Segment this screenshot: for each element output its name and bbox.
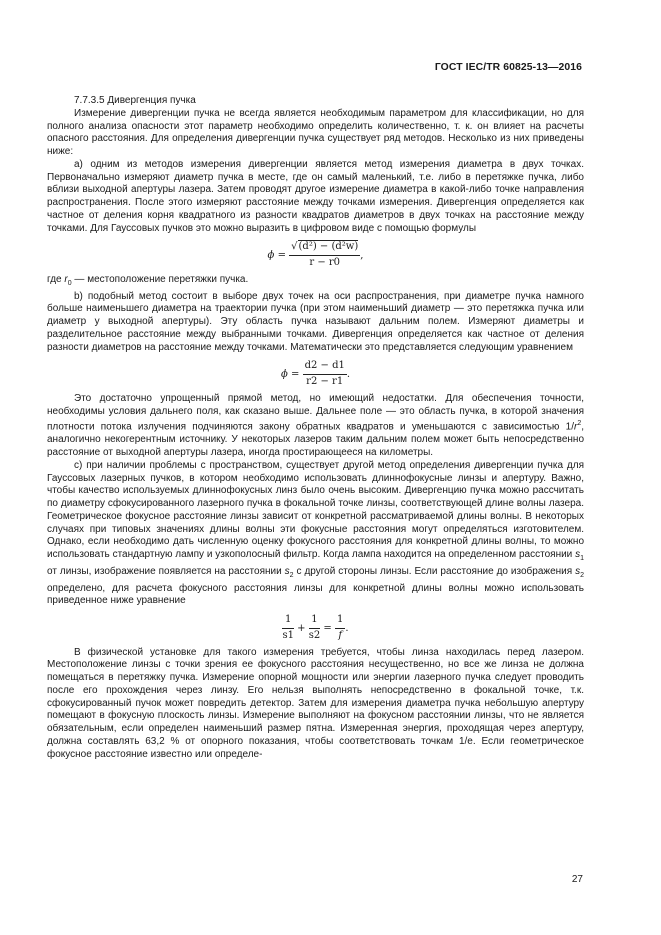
formula-divergence-two-point: ϕ = $\frac{\text{√(d²) − (d²w)}}{r - r0}$ , — [267, 241, 364, 268]
paragraph-setup: В физической установке для такого измерения требуется, чтобы линза находилась перед лазером. Местоположение линзы с точки зрения ее фокусного расстояния несущественно, но все же линза не должна помещаться в перетяжку пучка. Измерение опорной мощности или энергии лазерного пучка следует проводить после его прохождения через линзу. Его нельзя выполнять непосредственно в фокальной точке, т.к. сфокусированный пучок может повредить детектор. Затем для измерения диаметра пучка небольшую апертуру помещают в фокусную плоскость линзы. Измерение выполняют на фокусном расстоянии линзы, что не является обязательным, если определен наименьший размер пятна. Измеренная энергия, проходящая через апертуру, должна составлять 63,2 % от опорного показания, чтобы соответствовать точкам 1/e. Если геометрическое фокусное расстояние известно или определе- — [47, 646, 584, 760]
paragraph-intro: Измерение дивергенции пучка не всегда является необходимым параметром для классификации, но для полного анализа опасности этот параметр необходимо определить количественно, т. к. он влияет на расчеты опасного расстояния. Для определения дивергенции пучка существует ряд методов. Несколько из них приведены ниже: — [47, 107, 584, 157]
document-code: ГОСТ IEC/TR 60825-13—2016 — [434, 62, 582, 73]
sqrt-symbol: √ — [291, 241, 298, 253]
formula-divergence-far-field: ϕ = $\frac{d2 - d1}{r2 - r1}$ . — [280, 360, 351, 387]
formula-lens-equation: $\frac{1}{s1}$ + $\frac{1}{s2}$ = $\frac{1}{f}$ . — [282, 614, 349, 641]
paragraph-far-field: Это достаточно упрощенный прямой метод, но имеющий недостатки. Для обеспечения точности, необходимы условия дальнего поля, как сказано выше. Дальнее поле — это область пучка, в которой значения плотности потока излучения подчиняются закону обратных квадратов и уменьшаются с зависимостью $1/r^2$, аналогично некогерентным источнику. У некоторых лазеров таким дальним полем может быть непосредственно расстояние от выходной апертуры лазера, иногда простирающееся на километры. — [47, 392, 584, 459]
section-heading: 7.7.3.5 Дивергенция пучка — [74, 95, 196, 106]
paragraph-r0-definition: где $r_0$ — местоположение перетяжки пучка. — [47, 273, 249, 287]
paragraph-method-b: b) подобный метод состоит в выборе двух точек на оси распространения, при диаметре пучка намного больше наименьшего диаметра на траектории пучка (при этом наименьший диаметр — это перетяжка пучка или диаметр у выходной апертуры). Эту область пучка называют дальним полем. Измеряют диаметры и разделительное расстояние между выбранными точками. Дивергенция определяется как частное от деления разности диаметров на расстояние между точками. Математически это представляется следующим уравнением — [47, 290, 584, 353]
document-body — [47, 95, 584, 761]
page-number: 27 — [571, 874, 583, 885]
paragraph-method-a: а) одним из методов измерения дивергенции является метод измерения диаметра в двух точках. Первоначально измеряют диаметр пучка в месте, где он самый маленький, т.е. либо в перетяжке пучка, либо вблизи выходной апертуры лазера. Затем проводят другое измерение диаметра в какой-либо точке направления распространения. После этого измеряют расстояние между точками измерения. Дивергенция определяется как частное от деления корня квадратного из разности квадратов диаметров в двух точках на расстояние между точками. Для Гауссовых пучков это можно выразить в цифровом виде с помощью формулы — [47, 158, 584, 234]
paragraph-method-c: с) при наличии проблемы с пространством, существует другой метод определения дивергенции пучка для Гауссовых лазерных пучков, в котором необходимо использовать длиннофокусные линзы и апертуру. Важно, чтобы качество используемых длиннофокусных линз было очень высоким. Дивергенцию пучка можно рассчитать по диаметру сфокусированного лазерного пучка в фокальной точке линзы, соответствующей длине волны лазера. Геометрическое фокусное расстояние линзы зависит от конкретной рассматриваемой длины волны. В некоторых случаях при типовых значениях длины волны эти фокусные расстояния могут определяться изготовителем. Однако, если необходимо дать численную оценку фокусного расстояния для конкретной длины волны, то можно использовать стандартную лампу и узкополосный фильтр. Когда лампа находится на определенном расстоянии $s_1$ от линзы, изображение появляется на расстоянии $s_2$ с другой стороны линзы. Если расстояние до изображения $s_2$ определено, для расчета фокусного расстояния линзы для конкретной длины волны можно использовать приведенное ниже уравнение — [47, 459, 585, 607]
